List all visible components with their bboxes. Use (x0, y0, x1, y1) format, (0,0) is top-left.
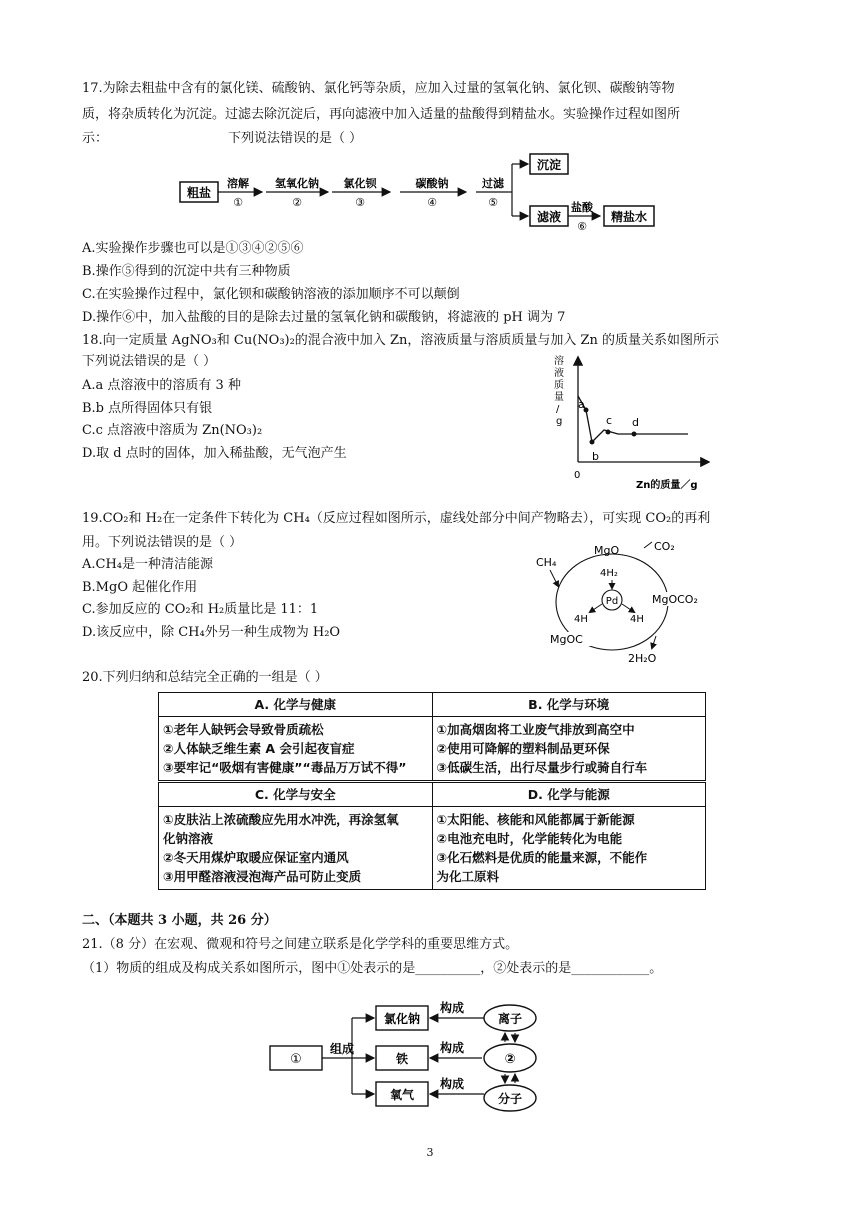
cell-c-item-1: ①皮肤沾上浓硫酸应先用水冲洗，再涂氢氧 (163, 812, 399, 827)
q18-option-a: A.a 点溶液中的溶质有 3 种 (82, 378, 241, 393)
flow-step3-label: 氯化钡 (343, 177, 377, 190)
box-1-label: ① (290, 1052, 302, 1067)
cell-c-item-2: ②冬天用煤炉取暖应保证室内通风 (163, 850, 349, 865)
page-number: 3 (426, 1146, 434, 1159)
molecule-label: 分子 (497, 1092, 523, 1106)
q17-option-b: B.操作⑤得到的沉淀中共有三种物质 (82, 264, 291, 279)
graph-point-b (590, 440, 595, 445)
q18-option-b: B.b 点所得固体只有银 (82, 401, 213, 416)
table-header-a: A. 化学与健康 (159, 693, 433, 717)
cell-d-item-1: ①太阳能、核能和风能都属于新能源 (436, 812, 635, 827)
q20-summary-table (158, 692, 706, 890)
graph-ylabel-2: 液 (554, 368, 564, 379)
cell-d-item-3: ③化石燃料是优质的能量来源，不能作 (436, 850, 648, 865)
table-header-b: B. 化学与环境 (432, 693, 706, 717)
graph-ylabel-5: / (556, 404, 560, 415)
q17-line1: 17.为除去粗盐中含有的氯化镁、硫酸钠、氯化钙等杂质，应加入过量的氢氧化钠、氯化钡、碳酸钠等物 (82, 81, 675, 96)
q19-option-b: B.MgO 起催化作用 (82, 580, 198, 595)
cycle-pd: Pd (605, 596, 619, 607)
flow-step1-num: ① (233, 196, 243, 209)
table-cell-c (159, 807, 433, 890)
graph-point-d (632, 432, 637, 437)
graph-ylabel-4: 量 (554, 392, 564, 403)
fe-label: 铁 (395, 1052, 409, 1066)
q19-cycle-diagram (528, 536, 708, 668)
cycle-h2o: 2H₂O (628, 652, 657, 665)
flow-acid-label: 盐酸 (571, 201, 593, 214)
q18-option-c: C.c 点溶液中溶质为 Zn(NO₃)₂ (82, 423, 263, 438)
q18-graph (548, 352, 718, 500)
construct-label-3: 构成 (440, 1077, 465, 1091)
construct-label-1: 构成 (440, 1001, 465, 1015)
q19-line1: 19.CO₂和 H₂在一定条件下转化为 CH₄（反应过程如图所示，虚线处部分中间产物略去），可实现 CO₂的再利 (82, 511, 711, 526)
flow-step2-num: ② (292, 196, 302, 209)
graph-ylabel-6: g (556, 416, 563, 427)
cell-a-item-2: ②人体缺乏维生素 A 会引起夜盲症 (163, 741, 355, 756)
graph-label-d: d (632, 416, 639, 429)
cycle-h2: 4H₂ (600, 568, 618, 579)
flow-step4-num: ④ (427, 196, 437, 209)
flow-step5-label: 过滤 (482, 177, 504, 190)
cell-c-item-3: ③用甲醛溶液浸泡海产品可防止变质 (163, 869, 362, 884)
table-cell-b (432, 717, 706, 782)
flow-end-label: 精盐水 (610, 210, 648, 224)
compose-label: 组成 (330, 1042, 355, 1056)
graph-point-c (606, 430, 611, 435)
q17-line3-question: 下列说法错误的是（ ） (228, 131, 363, 146)
q21-line1: 21.（8 分）在宏观、微观和符号之间建立联系是化学学科的重要思维方式。 (82, 937, 519, 952)
q19-option-c: C.参加反应的 CO₂和 H₂质量比是 11：1 (82, 602, 319, 617)
q18-line1: 18.向一定质量 AgNO₃和 Cu(NO₃)₂的混合液中加入 Zn，溶液质量与溶质质量与加入 Zn 的质量关系如图所示 (82, 333, 720, 348)
flow-precipitate-label: 沉淀 (536, 158, 562, 172)
table-cell-a (159, 717, 433, 782)
flow-start-label: 粗盐 (186, 186, 212, 200)
q19-option-d: D.该反应中，除 CH₄外另一种生成物为 H₂O (82, 625, 341, 640)
graph-label-a: a (578, 398, 585, 411)
table-header-d: D. 化学与能源 (432, 782, 706, 807)
q17-line3-prefix: 示： (82, 131, 109, 146)
flow-step5-num: ⑤ (488, 196, 498, 209)
cell-d-item-3-cont: 为化工原料 (436, 869, 500, 884)
graph-ylabel-1: 溶 (554, 356, 564, 367)
cycle-mgoc: MgOC (550, 633, 583, 646)
q18-line2: 下列说法错误的是（ ） (82, 354, 217, 369)
q21-relation-diagram (262, 998, 582, 1120)
q19-option-a: A.CH₄是一种清洁能源 (82, 557, 214, 572)
graph-ylabel-3: 质 (554, 380, 564, 391)
q17-line2: 质，将杂质转化为沉淀。过滤去除沉淀后，再向滤液中加入适量的盐酸得到精盐水。实验操作过程如图所 (82, 107, 681, 122)
o2-label: 氧气 (389, 1088, 415, 1102)
cycle-ch4: CH₄ (536, 556, 557, 569)
nacl-label: 氯化钠 (383, 1012, 421, 1026)
graph-label-c: c (606, 414, 613, 427)
cell-b-item-1: ①加高烟囱将工业废气排放到高空中 (436, 722, 635, 737)
cell-a-item-1: ①老年人缺钙会导致骨质疏松 (163, 722, 324, 737)
cell-c-item-1-cont: 化钠溶液 (163, 831, 214, 846)
cell-a-item-3: ③要牢记“吸烟有害健康”“毒品万万试不得” (163, 760, 407, 775)
q17-flow-diagram (170, 152, 670, 236)
cycle-mgoco2: MgOCO₂ (652, 593, 698, 606)
table-cell-d (432, 807, 706, 890)
flow-filtrate-label: 滤液 (536, 210, 562, 224)
cycle-co2: CO₂ (654, 540, 675, 553)
q21-line2: （1）物质的组成及构成关系如图所示，图中①处表示的是__________，②处表示的是____________。 (82, 961, 663, 976)
flow-step2-label: 氢氧化钠 (275, 177, 319, 190)
graph-label-b: b (592, 450, 599, 463)
cell-d-item-2: ②电池充电时，化学能转化为电能 (436, 831, 623, 846)
q17-option-d: D.操作⑥中，加入盐酸的目的是除去过量的氢氧化钠和碳酸钠，将滤液的 pH 调为 7 (82, 310, 566, 325)
q18-option-d: D.取 d 点时的固体，加入稀盐酸，无气泡产生 (82, 446, 347, 461)
q20-stem: 20.下列归纳和总结完全正确的一组是（ ） (82, 670, 328, 685)
q19-line2: 用。下列说法错误的是（ ） (82, 535, 243, 550)
graph-xlabel: Zn的质量／g (636, 480, 698, 491)
cycle-h-left: 4H (574, 614, 588, 625)
ion-label: 离子 (497, 1012, 523, 1026)
flow-step3-num: ③ (355, 196, 365, 209)
q17-option-c: C.在实验操作过程中，氯化钡和碳酸钠溶液的添加顺序不可以颠倒 (82, 287, 460, 302)
cycle-h-right: 4H (630, 614, 644, 625)
q17-option-a: A.实验操作步骤也可以是①③④②⑤⑥ (82, 241, 304, 256)
flow-step1-label: 溶解 (227, 177, 249, 190)
graph-origin: 0 (574, 470, 581, 481)
table-header-c: C. 化学与安全 (159, 782, 433, 807)
flow-acid-num: ⑥ (577, 220, 587, 233)
flow-step4-label: 碳酸钠 (415, 177, 449, 190)
section-heading: 二、（本题共 3 小题，共 26 分） (82, 913, 277, 928)
cell-b-item-2: ②使用可降解的塑料制品更环保 (436, 741, 610, 756)
construct-label-2: 构成 (440, 1041, 465, 1055)
cell-b-item-3: ③低碳生活，出行尽量步行或骑自行车 (436, 760, 648, 775)
cycle-mgo: MgO (594, 544, 620, 557)
center-label: ② (504, 1052, 516, 1067)
